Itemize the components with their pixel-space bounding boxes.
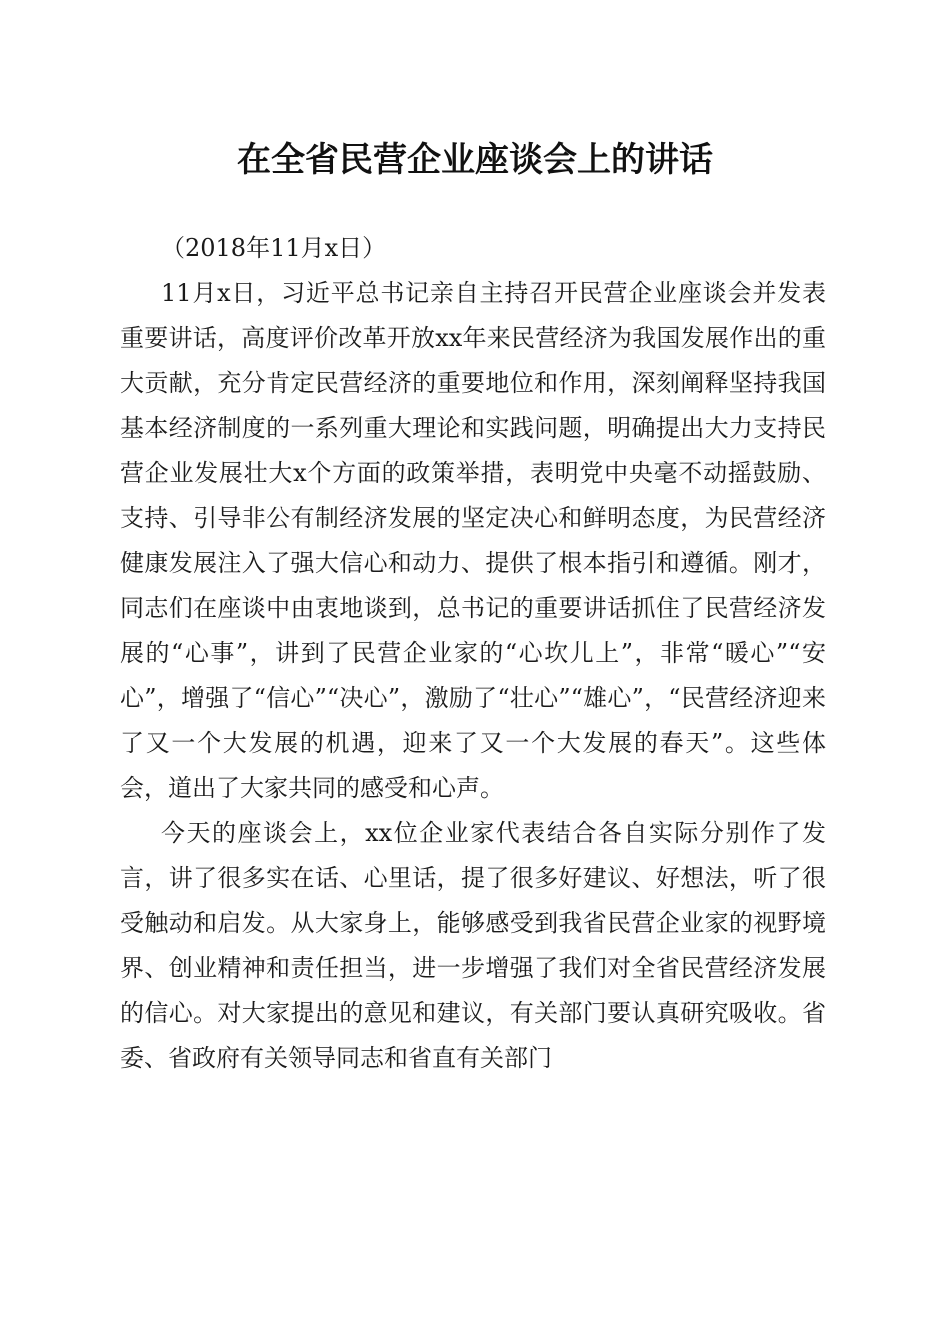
speech-date: （2018年11月x日） [161, 234, 387, 262]
document-title: 在全省民营企业座谈会上的讲话 [237, 140, 713, 180]
document-body [120, 226, 826, 1081]
body-paragraph-1: 11月x日，习近平总书记亲自主持召开民营企业座谈会并发表重要讲话，高度评价改革开放xx年来民营经济为我国发展作出的重大贡献，充分肯定民营经济的重要地位和作用，深刻阐释坚持我国基本经济制度的一系列重大理论和实践问题，明确提出大力支持民营企业发展壮大x个方面的政策举措，表明党中央毫不动摇鼓励、支持、引导非公有制经济发展的坚定决心和鲜明态度，为民营经济健康发展注入了强大信心和动力、提供了根本指引和遵循。刚才，同志们在座谈中由衷地谈到，总书记的重要讲话抓住了民营经济发展的“心事”，讲到了民营企业家的“心坎儿上”，非常“暖心”“安心”，增强了“信心”“决心”，激励了“壮心”“雄心”，“民营经济迎来了又一个大发展的机遇，迎来了又一个大发展的春天”。这些体会，道出了大家共同的感受和心声。 [120, 279, 826, 802]
body-paragraph-2: 今天的座谈会上，xx位企业家代表结合各自实际分别作了发言，讲了很多实在话、心里话，提了很多好建议、好想法，听了很受触动和启发。从大家身上，能够感受到我省民营企业家的视野境界、创业精神和责任担当，进一步增强了我们对全省民营经济发展的信心。对大家提出的意见和建议，有关部门要认真研究吸收。省委、省政府有关领导同志和省直有关部门 [120, 819, 826, 1072]
